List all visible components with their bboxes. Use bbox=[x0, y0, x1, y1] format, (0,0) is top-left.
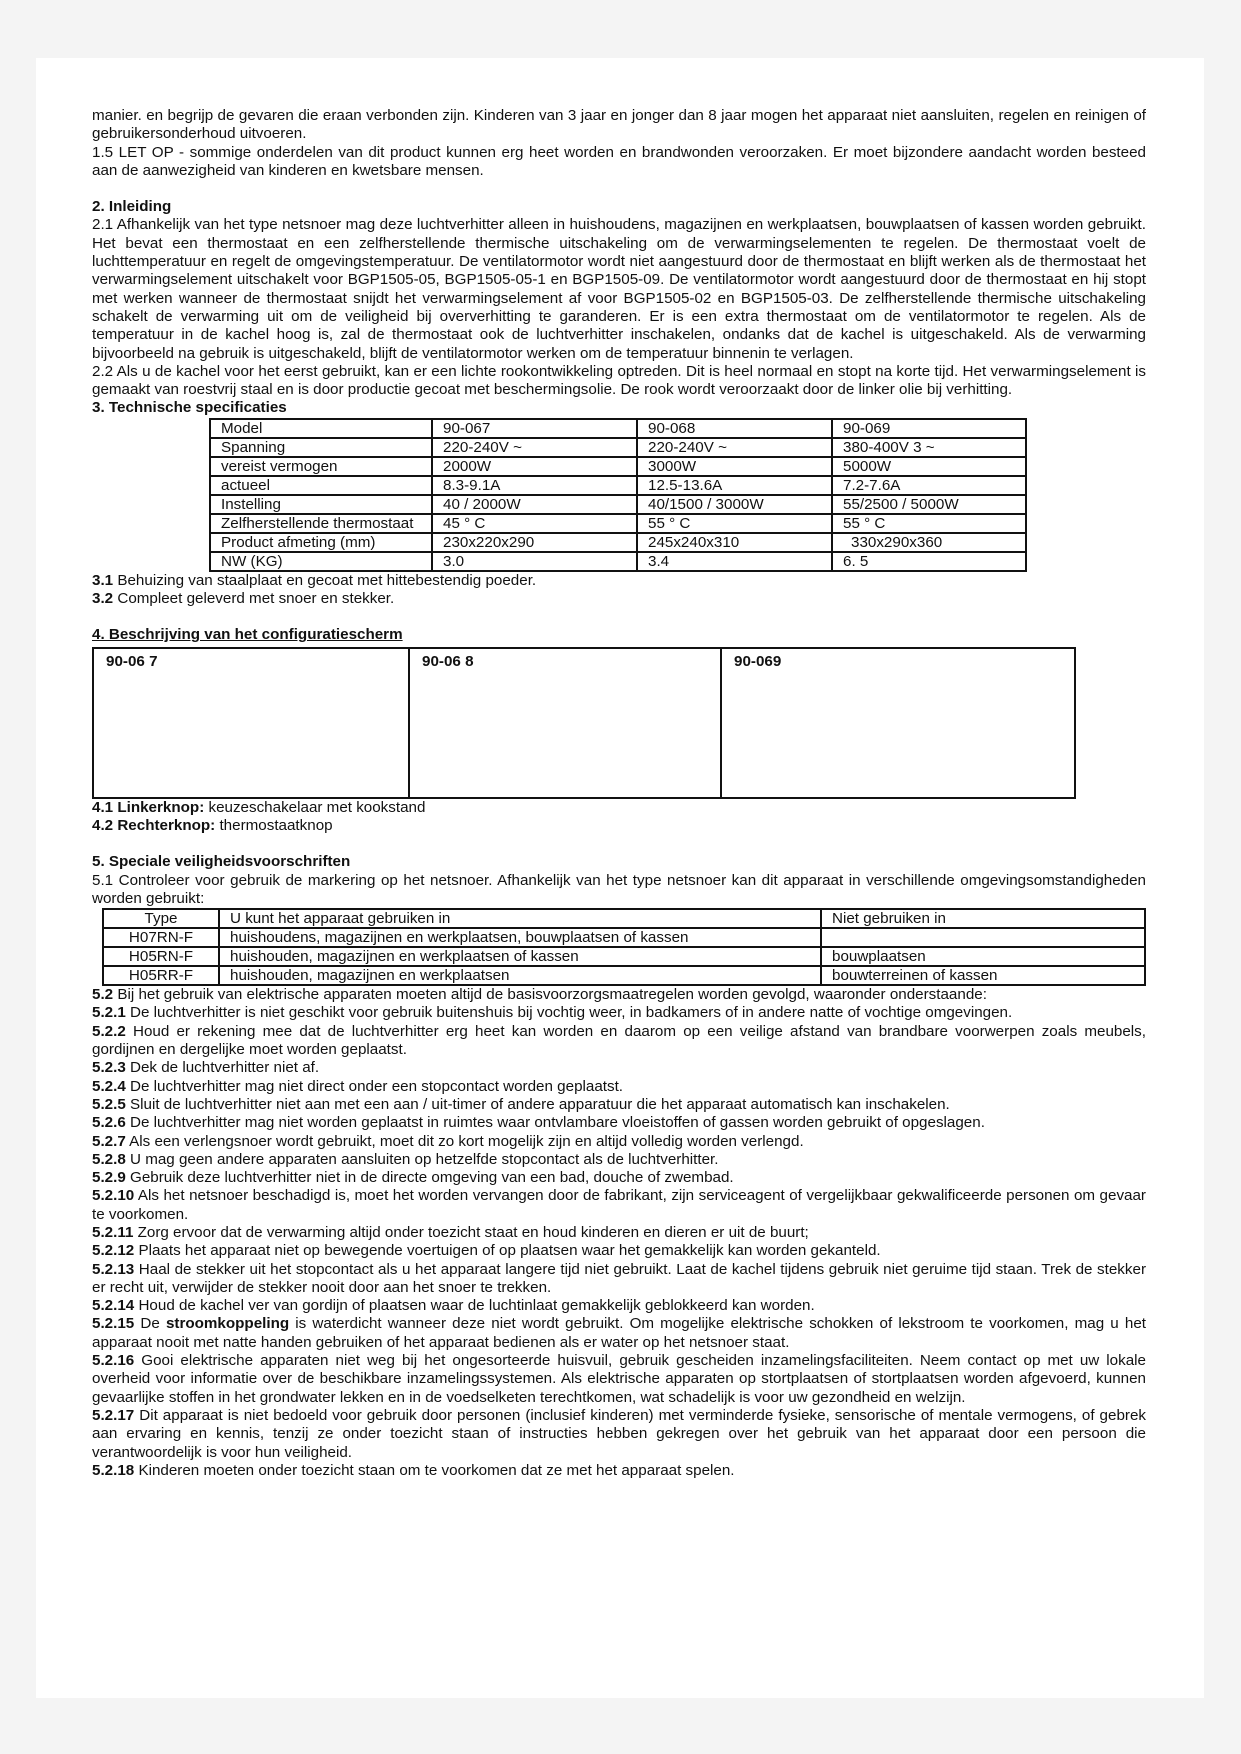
safety-item-text: Gooi elektrische apparaten niet weg bij het ongesorteerde huisvuil, gebruik gescheiden inzamelingsfaciliteiten. Neem contact op met uw lokale overheid voor informatie over de beschikbare inzamelingssystemen. Als elektrische apparaten op stortplaatsen of stortplaatsen worden afgevoerd, kunnen gevaarlijke stoffen in het grondwater lekken en in de voedselketen terechtkomen, wat schadelijk is voor uw gezondheid en welzijn. bbox=[92, 1352, 1146, 1406]
cord-row bbox=[103, 966, 1145, 985]
cord-cell: bouwterreinen of kassen bbox=[821, 966, 1145, 985]
document-body bbox=[92, 107, 1146, 1480]
safety-item-number: 5.2.10 bbox=[92, 1187, 135, 1205]
safety-item-number: 5.2.2 bbox=[92, 1022, 126, 1040]
intro-paragraph-1: manier. en begrijp de gevaren die eraan verbonden zijn. Kinderen van 3 jaar en jonger dan 8 jaar mogen het apparaat niet aansluiten, regelen en reinigen of gebruikersonderhoud uitvoeren. bbox=[92, 107, 1146, 143]
spec-row bbox=[210, 438, 1026, 457]
spec-cell: 245x240x310 bbox=[637, 533, 832, 552]
safety-item bbox=[92, 1078, 1146, 1096]
safety-item-number: 5.2.17 bbox=[92, 1406, 135, 1424]
safety-item-bold: stroomkoppeling bbox=[165, 1315, 290, 1333]
spec-cell: 55 ° C bbox=[832, 514, 1026, 533]
power-cord-table-body bbox=[103, 909, 1145, 985]
cord-cell: H05RN-F bbox=[103, 947, 219, 966]
safety-item-text: Dek de luchtverhitter niet af. bbox=[125, 1059, 320, 1077]
safety-item-number: 5.2.16 bbox=[92, 1352, 135, 1370]
safety-item-text: De luchtverhitter is niet geschikt voor gebruik buitenshuis bij vochtig weer, in badkamers of in andere natte of vochtige omgevingen. bbox=[125, 1004, 1013, 1022]
spec-row bbox=[210, 533, 1026, 552]
section-5-heading: 5. Speciale veiligheidsvoorschriften bbox=[92, 853, 351, 871]
safety-item-text: Haal de stekker uit het stopcontact als u het apparaat langere tijd niet gebruikt. Laat de kachel tijdens gebruik niet geruime tijd staan. Trek de stekker er recht uit, verwijder de stekker nooit door aan het snoer te trekken. bbox=[92, 1260, 1146, 1296]
cord-row bbox=[103, 928, 1145, 947]
safety-item bbox=[92, 1261, 1146, 1298]
spec-row bbox=[210, 514, 1026, 533]
section-2-heading: 2. Inleiding bbox=[92, 198, 172, 216]
safety-item-number: 5.2.1 bbox=[92, 1004, 126, 1022]
safety-item bbox=[92, 1352, 1146, 1407]
cord-row bbox=[103, 909, 1145, 928]
spec-row bbox=[210, 419, 1026, 438]
safety-item-text: De luchtverhitter mag niet direct onder een stopcontact worden geplaatst. bbox=[125, 1077, 624, 1095]
cord-cell: Niet gebruiken in bbox=[821, 909, 1145, 928]
safety-items bbox=[92, 986, 1146, 1480]
spec-cell: vereist vermogen bbox=[210, 457, 432, 476]
safety-item-number: 5.2.18 bbox=[92, 1461, 135, 1479]
spec-cell: 5000W bbox=[832, 457, 1026, 476]
specifications-table bbox=[209, 418, 1027, 572]
spec-cell: 220-240V ~ bbox=[637, 438, 832, 457]
safety-item bbox=[92, 1315, 1146, 1352]
section-2-paragraph-1: 2.1 Afhankelijk van het type netsnoer mag deze luchtverhitter alleen in huishoudens, magazijnen en werkplaatsen, bouwplaatsen of kassen worden gebruikt. Het bevat een thermostaat en een zelfherstellende thermische uitschakeling om de verwarmingselementen te regelen. De thermostaat voelt de luchttemperatuur en regelt de omgevingstemperatuur. De ventilatormotor wordt niet aangestuurd door de thermostaat en blijft werken als de thermostaat het verwarmingselement uitschakelt voor BGP1505-05, BGP1505-05-1 en BGP1505-09. De ventilatormotor wordt aangestuurd door de thermostaat en hij stopt met werken wanneer de thermostaat snijdt het verwarmingselement af voor BGP1505-02 en BGP1505-03. De zelfherstellende thermische uitschakeling schakelt de verwarming uit om de veiligheid bij oververhitting te garanderen. Er is een extra thermostaat om de ventilatormotor te regelen. Als de temperatuur in de kachel hoog is, zal de thermostaat ook de luchtverhitter inschakelen, ondanks dat de kachel is uitgeschakeld. Als de verwarming bijvoorbeeld na gebruik is uitgeschakeld, blijft de ventilatormotor werken om de temperatuur binnenin te verlagen. bbox=[92, 216, 1146, 362]
spec-cell: Product afmeting (mm) bbox=[210, 533, 432, 552]
spec-cell: 3000W bbox=[637, 457, 832, 476]
cord-cell: bouwplaatsen bbox=[821, 947, 1145, 966]
spec-cell: 90-067 bbox=[432, 419, 637, 438]
safety-item bbox=[92, 1004, 1146, 1022]
spec-cell: 7.2-7.6A bbox=[832, 476, 1026, 495]
spec-cell: 330x290x360 bbox=[832, 533, 1026, 552]
safety-item bbox=[92, 1059, 1146, 1077]
cord-cell: H07RN-F bbox=[103, 928, 219, 947]
spec-note-1-text: Behuizing van staalplaat en gecoat met hittebestendig poeder. bbox=[113, 571, 537, 589]
spec-cell: 8.3-9.1A bbox=[432, 476, 637, 495]
spec-cell: 55/2500 / 5000W bbox=[832, 495, 1026, 514]
safety-item-text: Bij het gebruik van elektrische apparaten moeten altijd de basisvoorzorgsmaatregelen worden gevolgd, waaronder onderstaande: bbox=[113, 986, 987, 1004]
panel-cell-90-069: 90-069 bbox=[721, 648, 1075, 798]
spec-row bbox=[210, 476, 1026, 495]
safety-item bbox=[92, 1114, 1146, 1132]
safety-item-text: Zorg ervoor dat de verwarming altijd onder toezicht staat en houd kinderen en dieren er uit de buurt; bbox=[133, 1223, 809, 1241]
safety-item-number: 5.2.7 bbox=[92, 1132, 126, 1150]
safety-item-number: 5.2.14 bbox=[92, 1297, 135, 1315]
safety-item-number: 5.2.8 bbox=[92, 1150, 126, 1168]
spec-cell: 3.0 bbox=[432, 552, 637, 571]
safety-item bbox=[92, 986, 1146, 1004]
spec-row bbox=[210, 552, 1026, 571]
spec-cell: 55 ° C bbox=[637, 514, 832, 533]
safety-item-number: 5.2.11 bbox=[92, 1223, 134, 1241]
safety-item-number: 5.2.9 bbox=[92, 1169, 126, 1187]
safety-item-number: 5.2.4 bbox=[92, 1077, 126, 1095]
spec-note-2-number: 3.2 bbox=[92, 590, 114, 608]
spec-note-1 bbox=[92, 572, 1146, 590]
spec-note-2 bbox=[92, 590, 1146, 608]
spec-cell: 45 ° C bbox=[432, 514, 637, 533]
safety-item-number: 5.2.13 bbox=[92, 1260, 135, 1278]
safety-item-number: 5.2.12 bbox=[92, 1242, 135, 1260]
safety-item-text: Sluit de luchtverhitter niet aan met een aan / uit-timer of andere apparatuur die het apparaat automatisch kan inschakelen. bbox=[125, 1095, 950, 1113]
specifications-table-body bbox=[210, 419, 1026, 571]
safety-item-text: Als een verlengsnoer wordt gebruikt, moet dit zo kort mogelijk zijn en altijd volledig worden verlengd. bbox=[125, 1132, 804, 1150]
panel-item-1-label: 4.1 Linkerknop: bbox=[92, 798, 205, 816]
spec-cell: 90-068 bbox=[637, 419, 832, 438]
cord-row bbox=[103, 947, 1145, 966]
cord-cell: huishouden, magazijnen en werkplaatsen of kassen bbox=[219, 947, 821, 966]
cord-cell: Type bbox=[103, 909, 219, 928]
panel-cell-90-068: 90-06 8 bbox=[409, 648, 721, 798]
safety-item-text: Houd de kachel ver van gordijn of plaatsen waar de luchtinlaat gemakkelijk geblokkeerd kan worden. bbox=[134, 1297, 815, 1315]
spec-cell: 2000W bbox=[432, 457, 637, 476]
safety-item bbox=[92, 1133, 1146, 1151]
spec-row bbox=[210, 457, 1026, 476]
safety-item-number: 5.2.6 bbox=[92, 1114, 126, 1132]
safety-item bbox=[92, 1187, 1146, 1224]
spec-cell: Zelfherstellende thermostaat bbox=[210, 514, 432, 533]
spec-note-2-text: Compleet geleverd met snoer en stekker. bbox=[113, 590, 395, 608]
spec-cell: Instelling bbox=[210, 495, 432, 514]
safety-item bbox=[92, 1151, 1146, 1169]
safety-item bbox=[92, 1242, 1146, 1260]
spec-cell: 220-240V ~ bbox=[432, 438, 637, 457]
spec-cell: actueel bbox=[210, 476, 432, 495]
safety-item bbox=[92, 1224, 1146, 1242]
panel-item-1-text: keuzeschakelaar met kookstand bbox=[204, 798, 426, 816]
cord-cell: U kunt het apparaat gebruiken in bbox=[219, 909, 821, 928]
spec-cell: 3.4 bbox=[637, 552, 832, 571]
safety-item bbox=[92, 1297, 1146, 1315]
spec-cell: NW (KG) bbox=[210, 552, 432, 571]
safety-item-text-cont: is waterdicht wanneer deze niet wordt gebruikt. Om mogelijke elektrische schokken of lekstroom te voorkomen, mag u het apparaat nooit met natte handen gebruiken of het apparaat bedienen als er water op het netsnoer staat. bbox=[92, 1315, 1147, 1351]
safety-item bbox=[92, 1023, 1146, 1060]
safety-item-text: Dit apparaat is niet bedoeld voor gebruik door personen (inclusief kinderen) met verminderde fysieke, sensorische of mentale vermogens, of gebrek aan ervaring en kennis, tenzij ze onder toezicht staan of instructies hebben gekregen over het gebruik van het apparaat door een persoon die verantwoordelijk is voor hun veiligheid. bbox=[92, 1406, 1146, 1461]
spec-row bbox=[210, 495, 1026, 514]
safety-item-text: Kinderen moeten onder toezicht staan om te voorkomen dat ze met het apparaat spelen. bbox=[134, 1461, 735, 1479]
spec-cell: 230x220x290 bbox=[432, 533, 637, 552]
section-4-heading: 4. Beschrijving van het configuratiescherm bbox=[92, 626, 403, 644]
spec-cell: 12.5-13.6A bbox=[637, 476, 832, 495]
safety-item-text: U mag geen andere apparaten aansluiten op hetzelfde stopcontact als de luchtverhitter. bbox=[125, 1150, 719, 1168]
power-cord-table bbox=[102, 908, 1146, 986]
control-panel-table bbox=[92, 647, 1076, 799]
safety-item-text: Als het netsnoer beschadigd is, moet het worden vervangen door de fabrikant, zijn serviceagent of vergelijkbaar gekwalificeerde personen om gevaar te voorkomen. bbox=[92, 1187, 1146, 1223]
spec-cell: 40/1500 / 3000W bbox=[637, 495, 832, 514]
safety-item-text: Plaats het apparaat niet op bewegende voertuigen of op plaatsen waar het gemakkelijk kan worden gekanteld. bbox=[134, 1242, 881, 1260]
safety-item-number: 5.2.15 bbox=[92, 1315, 135, 1333]
panel-cell-90-067: 90-06 7 bbox=[93, 648, 409, 798]
spec-note-1-number: 3.1 bbox=[92, 571, 114, 589]
safety-item-text: De luchtverhitter mag niet worden geplaatst in ruimtes waar ontvlambare vloeistoffen of gassen worden gebruikt of opgeslagen. bbox=[125, 1114, 985, 1132]
safety-item-text: Houd er rekening mee dat de luchtverhitter erg heet kan worden en daarom op een veilige afstand van brandbare voorwerpen zoals meubels, gordijnen en dergelijke moet worden geplaatst. bbox=[92, 1022, 1146, 1059]
cord-cell: H05RR-F bbox=[103, 966, 219, 985]
spec-cell: Spanning bbox=[210, 438, 432, 457]
safety-item bbox=[92, 1096, 1146, 1114]
spec-cell: 90-069 bbox=[832, 419, 1026, 438]
section-3-heading: 3. Technische specificaties bbox=[92, 399, 287, 417]
safety-item-text: De bbox=[134, 1315, 166, 1333]
panel-item-1 bbox=[92, 799, 1146, 817]
safety-item bbox=[92, 1169, 1146, 1187]
safety-item bbox=[92, 1462, 1146, 1480]
section-2-paragraph-2: 2.2 Als u de kachel voor het eerst gebruikt, kan er een lichte rookontwikkeling optreden. Dit is heel normaal en stopt na korte tijd. Het verwarmingselement is gemaakt van roestvrij staal en is door productie gecoat met beschermingsolie. De rook wordt veroorzaakt door de linker olie bij verhitting. bbox=[92, 362, 1146, 399]
panel-item-2 bbox=[92, 817, 1146, 835]
panel-item-2-label: 4.2 Rechterknop: bbox=[92, 816, 216, 834]
spec-cell: 380-400V 3 ~ bbox=[832, 438, 1026, 457]
section-5-paragraph-1: 5.1 Controleer voor gebruik de markering op het netsnoer. Afhankelijk van het type netsnoer kan dit apparaat in verschillende omgevingsomstandigheden worden gebruikt: bbox=[92, 871, 1146, 907]
spec-cell: Model bbox=[210, 419, 432, 438]
spec-cell: 6. 5 bbox=[832, 552, 1026, 571]
safety-item-number: 5.2 bbox=[92, 986, 114, 1004]
safety-item-number: 5.2.5 bbox=[92, 1095, 126, 1113]
cord-cell bbox=[821, 928, 1145, 947]
safety-item-number: 5.2.3 bbox=[92, 1059, 126, 1077]
cord-cell: huishouden, magazijnen en werkplaatsen bbox=[219, 966, 821, 985]
spec-cell: 40 / 2000W bbox=[432, 495, 637, 514]
safety-item bbox=[92, 1407, 1146, 1462]
panel-item-2-text: thermostaatknop bbox=[215, 816, 333, 834]
cord-cell: huishoudens, magazijnen en werkplaatsen, bouwplaatsen of kassen bbox=[219, 928, 821, 947]
safety-item-text: Gebruik deze luchtverhitter niet in de directe omgeving van een bad, douche of zwembad. bbox=[125, 1169, 734, 1187]
intro-paragraph-2: 1.5 LET OP - sommige onderdelen van dit product kunnen erg heet worden en brandwonden veroorzaken. Er moet bijzondere aandacht worden besteed aan de aanwezigheid van kinderen en kwetsbare mensen. bbox=[92, 143, 1146, 179]
